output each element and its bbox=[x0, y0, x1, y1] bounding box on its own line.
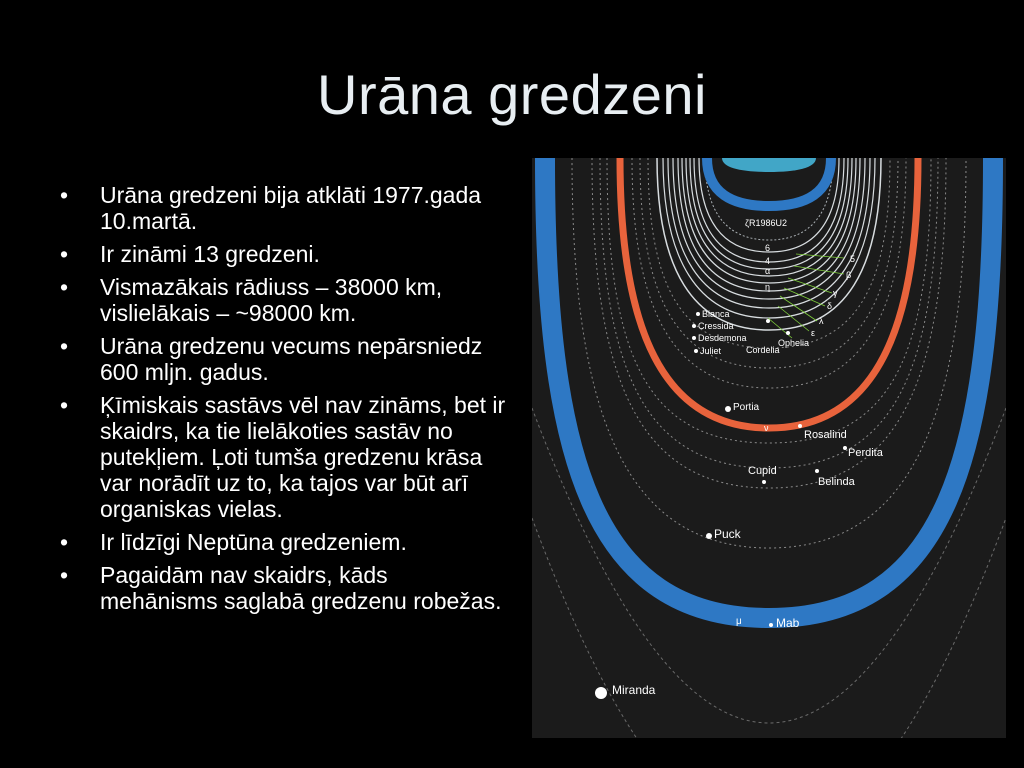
slide-title: Urāna gredzeni bbox=[317, 63, 707, 126]
moon-dot bbox=[692, 336, 696, 340]
ring-label-4: 4 bbox=[765, 256, 771, 266]
moon-dot bbox=[766, 319, 770, 323]
bullet-icon: • bbox=[60, 562, 69, 588]
moon-label: Portia bbox=[733, 402, 760, 413]
moon-label: Perdita bbox=[848, 447, 883, 459]
ring-label-beta: β bbox=[846, 270, 852, 280]
moon-dot bbox=[692, 324, 696, 328]
ring-label-6: 6 bbox=[765, 243, 771, 253]
moon-label: Belinda bbox=[818, 476, 855, 488]
bullet-icon: • bbox=[60, 392, 69, 418]
moon-label: Miranda bbox=[612, 683, 656, 697]
rings-svg bbox=[532, 158, 1006, 738]
ring-label-delta: δ bbox=[827, 301, 833, 311]
bullet-icon: • bbox=[60, 333, 69, 359]
moon-cressida bbox=[692, 321, 734, 331]
ring-label-eta: η bbox=[765, 282, 771, 292]
moon-label: Juliet bbox=[700, 346, 722, 356]
moon-label: Desdemona bbox=[698, 333, 747, 343]
moon-dot bbox=[769, 623, 773, 627]
ring-label-lambda: λ bbox=[819, 316, 824, 326]
moon-dot bbox=[786, 331, 790, 335]
bullet-text: Ir līdzīgi Neptūna gredzeniem. bbox=[100, 529, 407, 555]
ring-label-alpha: α bbox=[765, 266, 771, 276]
ring-label-epsilon: ε bbox=[811, 328, 816, 338]
ring-label-gamma: γ bbox=[833, 288, 838, 298]
bullet-text: Urāna gredzenu vecums nepārsniedz 600 mljn. gadus. bbox=[100, 333, 483, 385]
moon-label: Cordelia bbox=[746, 345, 780, 355]
moon-perdita bbox=[843, 446, 884, 459]
bullet-item bbox=[56, 562, 506, 614]
moon-bianca bbox=[696, 309, 730, 319]
bullet-item bbox=[56, 392, 506, 522]
bullet-item bbox=[56, 333, 506, 385]
bullet-text: Urāna gredzeni bija atklāti 1977.gada 10.martā. bbox=[100, 182, 482, 234]
moon-label: Bianca bbox=[702, 309, 730, 319]
moon-label: Cupid bbox=[748, 465, 777, 477]
moon-label: Mab bbox=[776, 616, 800, 630]
ring-label-nu: ν bbox=[764, 423, 769, 433]
ring-label-zeta: ζR1986U2 bbox=[745, 218, 787, 228]
bullet-list bbox=[56, 182, 506, 621]
moon-dot bbox=[798, 424, 802, 428]
bullet-icon: • bbox=[60, 529, 69, 555]
bullet-text: Pagaidām nav skaidrs, kāds mehānisms saglabā gredzenu robežas. bbox=[100, 562, 502, 614]
bullet-text: Ķīmiskais sastāvs vēl nav zināms, bet ir skaidrs, ka tie lielākoties sastāv no putekļiem. Ļoti tumša gredzenu krāsa var norādīt uz to, ka tajos var būt arī organiskas vielas. bbox=[100, 392, 506, 522]
moon-label: Puck bbox=[714, 527, 741, 541]
ring-label-5: 5 bbox=[850, 254, 856, 264]
moon-dot bbox=[694, 349, 698, 353]
ring-label-mu: μ bbox=[736, 616, 742, 627]
bullet-text: Ir zināmi 13 gredzeni. bbox=[100, 241, 320, 267]
bullet-item bbox=[56, 182, 506, 234]
uranus-rings-diagram bbox=[532, 158, 1006, 738]
moon-dot bbox=[725, 406, 731, 412]
moon-label: Cressida bbox=[698, 321, 734, 331]
bullet-item bbox=[56, 274, 506, 326]
moon-desdemona bbox=[692, 333, 747, 343]
moon-label: Ophelia bbox=[778, 338, 810, 348]
moon-dot bbox=[696, 312, 700, 316]
bullet-item bbox=[56, 529, 506, 555]
moon-dot bbox=[595, 687, 607, 699]
moon-dot bbox=[706, 533, 712, 539]
bullet-icon: • bbox=[60, 241, 69, 267]
moon-dot bbox=[762, 480, 766, 484]
bullet-icon: • bbox=[60, 182, 69, 208]
moon-dot bbox=[815, 469, 819, 473]
bullet-item bbox=[56, 241, 506, 267]
moon-label: Rosalind bbox=[804, 429, 847, 441]
moon-dot bbox=[843, 446, 847, 450]
bullet-text: Vismazākais rādiuss – 38000 km, vislielākais – ~98000 km. bbox=[100, 274, 443, 326]
bullet-icon: • bbox=[60, 274, 69, 300]
